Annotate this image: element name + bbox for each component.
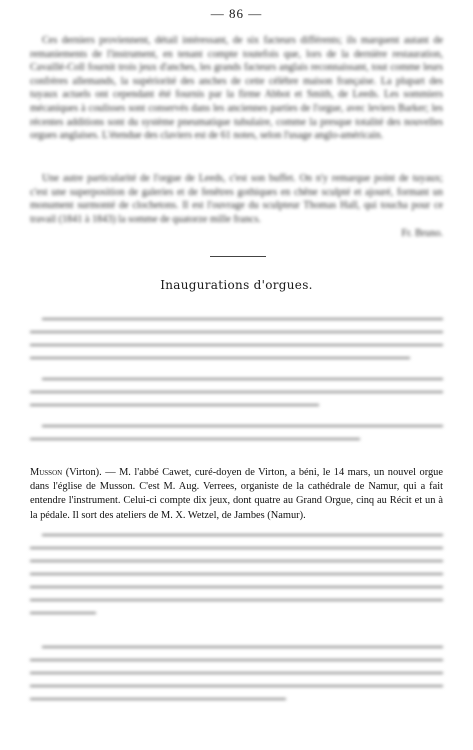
signature: Fr. Bruno. (401, 228, 443, 239)
page-number: — 86 — (210, 6, 263, 21)
musson-place: Musson (30, 467, 63, 478)
section-divider (210, 256, 266, 257)
blurred-paragraph-5 (30, 646, 443, 711)
blurred-paragraph-1 (30, 318, 443, 370)
musson-entry (30, 466, 443, 523)
blurred-paragraph-2 (30, 378, 443, 417)
musson-region: (Virton). (65, 467, 102, 478)
section-title: Inaugurations d'orgues. (160, 278, 313, 292)
musson-text: — M. l'abbé Cawet, curé-doyen de Virton, a béni, le 14 mars, un nouvel orgue dans l'église de Musson. C'est M. Aug. Verrees, organiste de la cathédrale de Namur, qui a fait entendre l'instrument. Celui-ci compte dix jeux, dont quatre au Grand Orgue, cinq au Récit et un à la pédale. Il sort des ateliers de M. X. Wetzel, de Jambes (Namur). (30, 467, 443, 521)
blurred-paragraph-4 (30, 534, 443, 625)
blurred-paragraph-3 (30, 425, 443, 451)
top-paragraph-2: Une autre particularité de l'orgue de Leeds, c'est son buffet. On n'y remarque point de tuyaux; c'est une superposition de galeries et de fenêtres gothiques en chêne sculpté et ajouré, formant un monument surmonté de clochetons. Il est l'ouvrage du sculpteur Thomas Hall, qui toucha pour ce travail (1841 à 1843) la somme de quatorze mille francs. (30, 173, 443, 225)
top-paragraph-1: Ces derniers proviennent, détail intéressant, de six facteurs différents; ils marquent autant de remaniements de l'instrument, en tenant compte toutefois que, lors de la dernière restauration, Cavaillé-Coll fournit trois jeux d'anches, les grands facteurs anglais reconnaissant, tout comme leurs confrères allemands, la supériorité des anches de cette célèbre maison française. La plupart des tuyaux actuels ont cependant été fournis par la firme Abbot et Smith, de Leeds. Les sommiers mécaniques à coulisses sont conservés dans les anciennes parties de l'orgue, avec leviers Barker; les récentes additions sont du système pneumatique tubulaire, comme la presque totalité des nouvelles orgues anglaises. L'étendue des claviers est de 61 notes, selon l'usage anglo-américain. (30, 35, 443, 142)
